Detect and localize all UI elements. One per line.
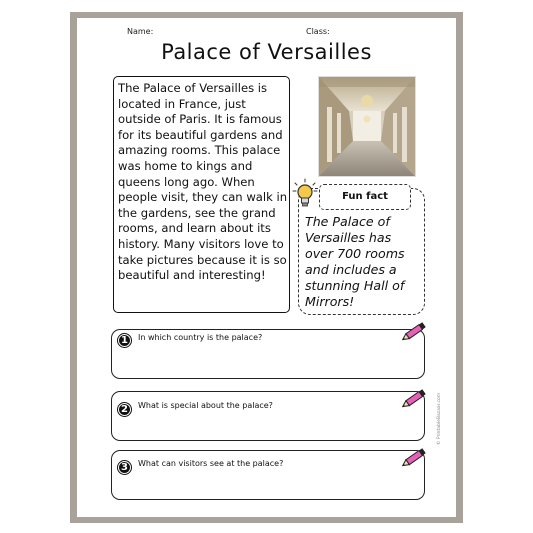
lightbulb-icon bbox=[292, 178, 318, 210]
class-label: Class: bbox=[306, 27, 330, 36]
watermark: © PrintableBazaar.com bbox=[437, 392, 442, 445]
pencil-icon bbox=[402, 446, 428, 468]
question-2-text: What is special about the palace? bbox=[138, 401, 273, 410]
question-1-text: In which country is the palace? bbox=[138, 333, 263, 342]
name-label: Name: bbox=[127, 27, 154, 36]
pencil-icon bbox=[402, 320, 428, 342]
question-3-text: What can visitors see at the palace? bbox=[138, 459, 284, 468]
fun-fact-label: Fun fact bbox=[319, 184, 411, 210]
question-3-number: 3 bbox=[117, 460, 132, 475]
question-2-answer-box[interactable] bbox=[111, 391, 425, 441]
question-1-number: 1 bbox=[117, 333, 132, 348]
question-3-answer-box[interactable] bbox=[111, 450, 425, 500]
palace-photo bbox=[318, 76, 416, 177]
question-2-number: 2 bbox=[117, 402, 132, 417]
pencil-icon bbox=[402, 387, 428, 409]
reading-passage: The Palace of Versailles is located in France, just outside of Paris. It is famous for its beautiful gardens and amazing rooms. This palace was home to kings and queens long ago. When people visit, they can walk in the gardens, see the grand rooms, and learn about its history. Many visitors love to take pictures because it is so beautiful and interesting! bbox=[113, 76, 290, 313]
page-title: Palace of Versailles bbox=[161, 40, 372, 64]
fun-fact-text: The Palace of Versailles has over 700 rooms and includes a stunning Hall of Mirrors! bbox=[305, 214, 405, 309]
